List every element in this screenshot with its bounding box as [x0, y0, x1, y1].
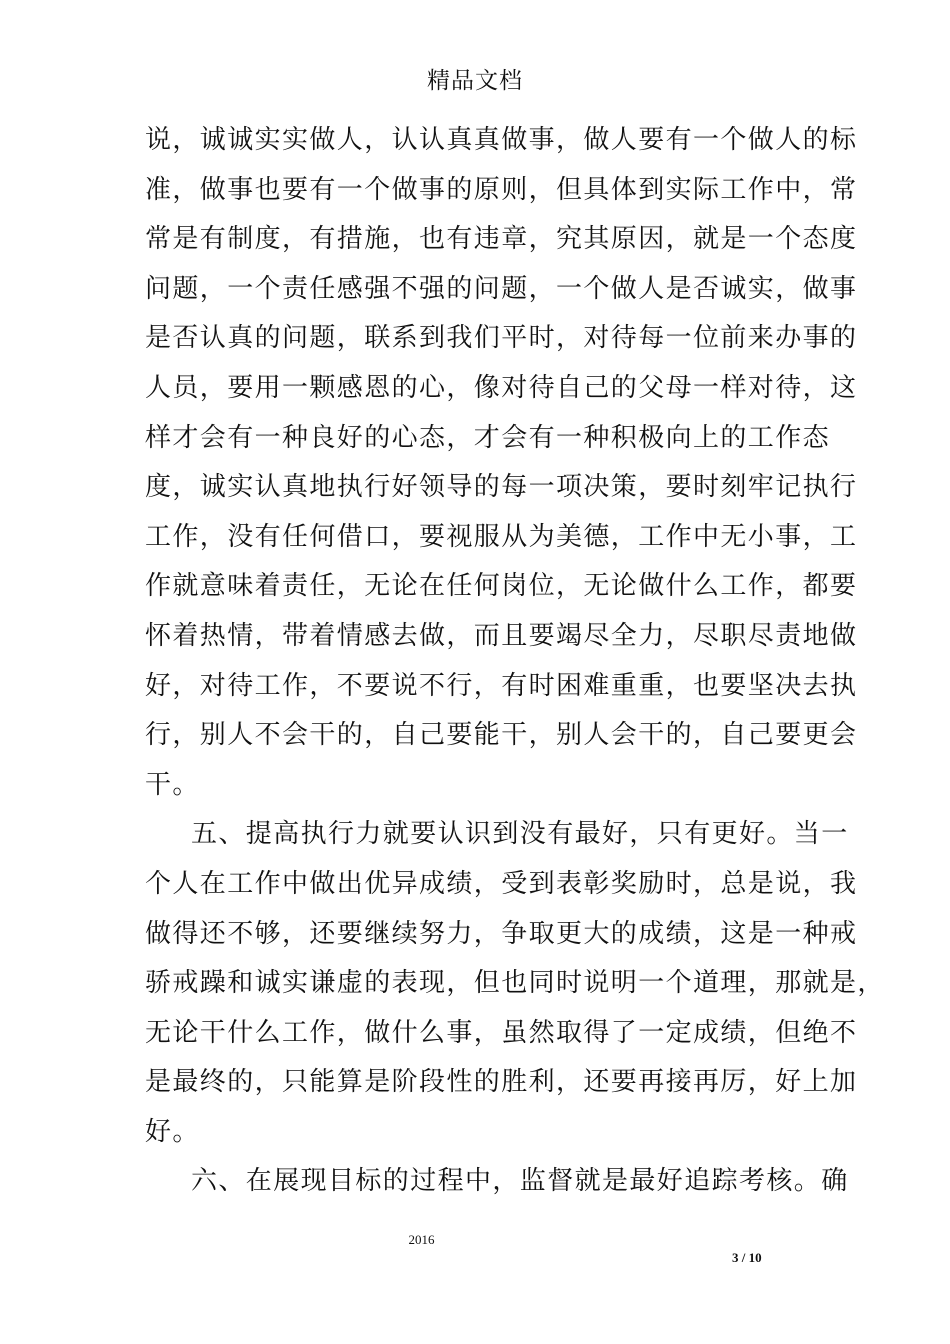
text-line: 做得还不够，还要继续努力，争取更大的成绩，这是一种戒: [145, 918, 858, 949]
text-line: 样才会有一种良好的心态，才会有一种积极向上的工作态: [145, 422, 831, 453]
paragraph-first-line: 六、在展现目标的过程中，监督就是最好追踪考核。确: [191, 1166, 849, 1197]
document-body: [145, 116, 885, 1207]
text-line: 骄戒躁和诚实谦虚的表现，但也同时说明一个道理，那就是，: [145, 968, 885, 999]
text-line: 常是有制度，有措施，也有违章，究其原因，就是一个态度: [145, 224, 858, 255]
text-line: 是最终的，只能算是阶段性的胜利，还要再接再厉，好上加: [145, 1067, 858, 1098]
text-line: 好。: [145, 1116, 200, 1147]
page-number: 3 / 10: [732, 1250, 762, 1265]
text-line: 说，诚诚实实做人，认认真真做事，做人要有一个做人的标: [145, 125, 858, 155]
text-line: 工作，没有任何借口，要视服从为美德，工作中无小事，工: [145, 521, 858, 552]
text-line: 人员，要用一颗感恩的心，像对待自己的父母一样对待，这: [145, 372, 858, 403]
text-line: 是否认真的问题，联系到我们平时，对待每一位前来办事的: [145, 323, 858, 354]
page-header-title: 精品文档: [427, 68, 523, 94]
text-line: 好，对待工作，不要说不行，有时困难重重，也要坚决去执: [145, 670, 858, 701]
text-line: 准，做事也要有一个做事的原则，但具体到实际工作中，常: [145, 174, 858, 205]
paragraph-first-line: 五、提高执行力就要认识到没有最好，只有更好。当一: [191, 819, 849, 850]
text-line: 行，别人不会干的，自己要能干，别人会干的，自己要更会: [145, 720, 858, 751]
text-line: 怀着热情，带着情感去做，而且要竭尽全力，尽职尽责地做: [145, 620, 858, 651]
text-line: 干。: [145, 769, 200, 800]
footer-year: 2016: [408, 1232, 435, 1247]
text-line: 个人在工作中做出优异成绩，受到表彰奖励时，总是说，我: [145, 868, 858, 899]
text-line: 无论干什么工作，做什么事，虽然取得了一定成绩，但绝不: [145, 1017, 858, 1048]
text-line: 度，诚实认真地执行好领导的每一项决策，要时刻牢记执行: [145, 472, 858, 503]
text-line: 作就意味着责任，无论在任何岗位，无论做什么工作，都要: [145, 571, 858, 602]
text-line: 问题，一个责任感强不强的问题，一个做人是否诚实，做事: [145, 273, 858, 304]
